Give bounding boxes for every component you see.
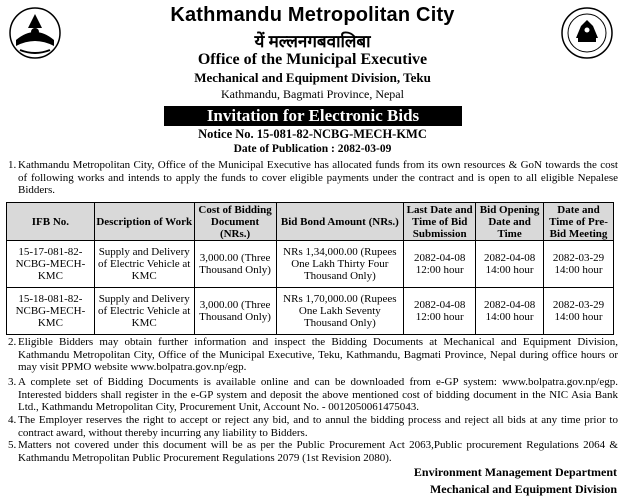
clause-2: [8, 336, 618, 374]
clause-text: Kathmandu Metropolitan City, Office of the Municipal Executive has allocated funds from its own resources & GoN towards the cost of following works and intends to apply the funds to cover eligible payments under the contract and is open to all eligible Nepalese Bidders.: [18, 159, 618, 196]
header-prebid: Date and Time of Pre-Bid Meeting: [544, 203, 614, 241]
publication-date: Date of Publication : 2082-03-09: [233, 143, 392, 155]
notice-number: Notice No. 15-081-82-NCBG-MECH-KMC: [198, 127, 427, 141]
cell-opening: 2082-04-08 14:00 hour: [476, 288, 544, 335]
cell-cost: 3,000.00 (Three Thousand Only): [194, 241, 276, 288]
clause-number: 5.: [8, 439, 17, 451]
cell-description: Supply and Delivery of Electric Vehicle at KMC: [94, 288, 194, 335]
clause-text: A complete set of Bidding Documents is available online and can be downloaded from e-GP system: www.bolpatra.gov.np/egp. Interested bidders shall register in the e-GP system and deposit the above mentioned cost of bidding document in the NIC Asia Bank Ltd., Kathmandu Metropolitan City, Procurement Unit, Account No. - 0012050061475043.: [18, 376, 618, 413]
header-description: Description of Work: [94, 203, 194, 241]
intro-clause: [8, 159, 618, 197]
table-row: [7, 288, 614, 335]
cell-description: Supply and Delivery of Electric Vehicle at KMC: [94, 241, 194, 288]
notice-banner: Invitation for Electronic Bids: [164, 106, 462, 126]
signature-department: Environment Management Department: [413, 465, 617, 479]
header-opening: Bid Opening Date and Time: [476, 203, 544, 241]
cell-cost: 3,000.00 (Three Thousand Only): [194, 288, 276, 335]
header-last-date: Last Date and Time of Bid Submission: [404, 203, 476, 241]
clause-4: [8, 414, 618, 439]
header-cost: Cost of Bidding Document (NRs.): [194, 203, 276, 241]
signature-division: Mechanical and Equipment Division: [429, 482, 617, 496]
cell-prebid: 2082-03-29 14:00 hour: [544, 241, 614, 288]
header-bid-bond: Bid Bond Amount (NRs.): [276, 203, 404, 241]
cell-bid-bond: NRs 1,70,000.00 (Rupees One Lakh Seventy Thousand Only): [276, 288, 404, 335]
bid-table: [6, 202, 614, 335]
clause-3: [8, 376, 618, 414]
address: Kathmandu, Bagmati Province, Nepal: [221, 87, 404, 101]
clause-text: Eligible Bidders may obtain further information and inspect the Bidding Documents at Mechanical and Equipment Division, Kathmandu Metropolitan City, Office of the Municipal Executive, Teku, Kathmandu, Bagmati Province, Nepal during office hours or may visit PPMO website www.bolpatra.gov.np/egp.: [18, 336, 618, 373]
clause-5: [8, 439, 618, 464]
clause-number: 2.: [8, 336, 17, 348]
clause-text: The Employer reserves the right to accept or reject any bid, and to annul the bidding process and reject all bids at any time prior to contract award, without thereby incurring any liability to Bidders.: [18, 414, 618, 439]
city-title: Kathmandu Metropolitan City: [170, 4, 455, 26]
clause-number: 1.: [8, 159, 17, 171]
cell-ifb: 15-18-081-82-NCBG-MECH-KMC: [7, 288, 95, 335]
cell-last-date: 2082-04-08 12:00 hour: [404, 241, 476, 288]
header-ifb: IFB No.: [7, 203, 95, 241]
nepali-title: यें मल्लनगबवालिबा: [254, 32, 371, 51]
office-title: Office of the Municipal Executive: [197, 51, 428, 68]
clause-number: 3.: [8, 376, 17, 388]
clause-number: 4.: [8, 414, 17, 426]
cell-prebid: 2082-03-29 14:00 hour: [544, 288, 614, 335]
table-row: [7, 241, 614, 288]
table-header-row: [7, 203, 614, 241]
cell-opening: 2082-04-08 14:00 hour: [476, 241, 544, 288]
cell-last-date: 2082-04-08 12:00 hour: [404, 288, 476, 335]
clause-text: Matters not covered under this document will be as per the Public Procurement Act 2063,Public procurement Regulations 2064 & Kathmandu Metropolitan Public Procurement Regulations 2079 (1st Revision 2080).: [18, 439, 618, 464]
division-title: Mechanical and Equipment Division, Teku: [194, 70, 431, 85]
cell-bid-bond: NRs 1,34,000.00 (Rupees One Lakh Thirty Four Thousand Only): [276, 241, 404, 288]
cell-ifb: 15-17-081-82-NCBG-MECH-KMC: [7, 241, 95, 288]
